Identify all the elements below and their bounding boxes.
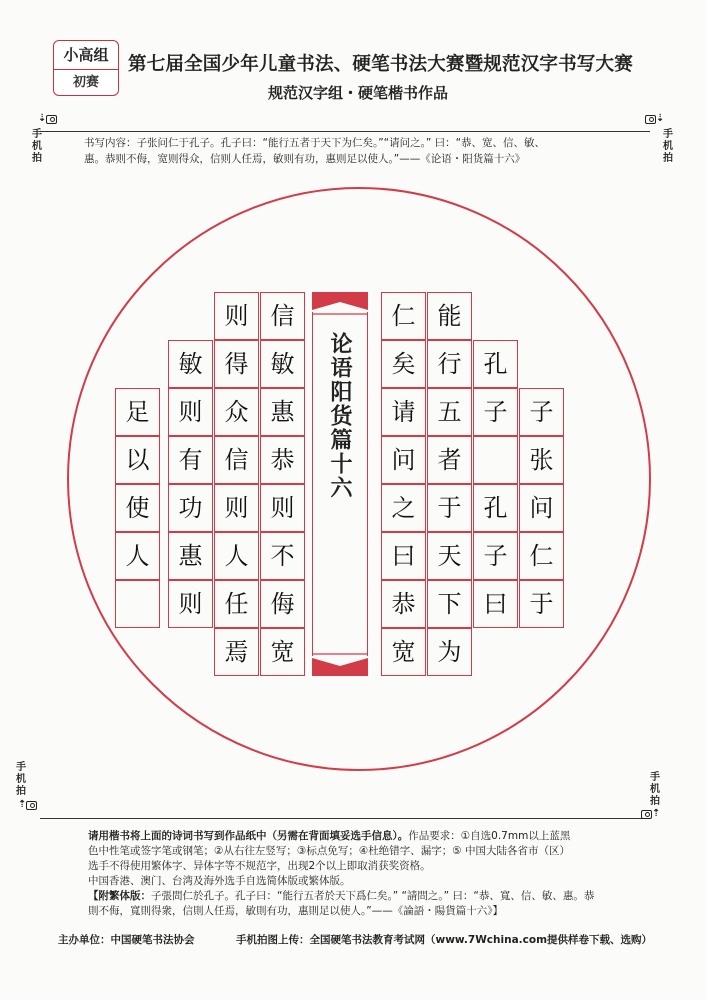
grid-cell: 则 (260, 484, 305, 532)
grid-cell: 敏 (168, 340, 213, 388)
grid-cell: 之 (381, 484, 426, 532)
grid-cell: 人 (115, 532, 160, 580)
content-label: 书写内容： (84, 137, 137, 149)
grid-cell: 子 (473, 532, 518, 580)
grid-cell: 功 (168, 484, 213, 532)
grid-cell: 众 (214, 388, 259, 436)
grid-cell: 曰 (473, 580, 518, 628)
grid-cell: 则 (168, 388, 213, 436)
traditional-label: 【附繁体版： (88, 890, 151, 902)
grid-cell: 问 (381, 436, 426, 484)
grid-cell: 五 (427, 388, 472, 436)
grid-cell: 子 (519, 388, 564, 436)
grid-cell: 于 (427, 484, 472, 532)
grid-cell: 侮 (260, 580, 305, 628)
grid-cell: 信 (260, 292, 305, 340)
camera-icon (46, 115, 57, 124)
grid-cell: 仁 (519, 532, 564, 580)
group-label: 小高组 (54, 41, 118, 70)
grid-cell: 惠 (260, 388, 305, 436)
grid-cell: 敏 (260, 340, 305, 388)
corner-marker-top-right (645, 113, 664, 126)
grid-cell: 焉 (214, 628, 259, 676)
grid-cell: 问 (519, 484, 564, 532)
page-title: 第七届全国少年儿童书法、硬笔书法大赛暨规范汉字书写大赛 (128, 54, 633, 75)
grid-cell: 足 (115, 388, 160, 436)
content-text (84, 136, 604, 167)
grid-cell: 则 (214, 292, 259, 340)
camera-icon (26, 801, 37, 810)
divider-top (40, 131, 650, 132)
camera-icon (645, 115, 656, 124)
grid-cell: 信 (214, 436, 259, 484)
traditional-line-1: 子張問仁於孔子。孔子曰：“能行五者於天下爲仁矣。” “請問之。” 曰：“恭、寬、信、敏、惠。恭 (151, 890, 595, 902)
instructions (88, 829, 658, 919)
grid-cell: 天 (427, 532, 472, 580)
content-line-2: 惠。恭则不侮，宽则得众，信则人任焉，敏则有功，惠则足以使人。”——《论语・阳货篇十六》 (84, 152, 526, 165)
stage-label: 初赛 (72, 75, 99, 90)
grid-cell: 于 (519, 580, 564, 628)
grid-cell: 宽 (260, 628, 305, 676)
grid-cell: 恭 (260, 436, 305, 484)
grid-cell: 下 (427, 580, 472, 628)
grid-cell: 孔 (473, 340, 518, 388)
grid-cell: 行 (427, 340, 472, 388)
grid-cell: 以 (115, 436, 160, 484)
arrow-down-icon: ⇣ (38, 113, 47, 124)
grid-cell: 孔 (473, 484, 518, 532)
grid-cell: 能 (427, 292, 472, 340)
corner-label-top-right: 手机拍 (663, 129, 673, 164)
camera-icon (641, 810, 652, 819)
grid-cell: 矣 (381, 340, 426, 388)
traditional-line-2: 則不侮，寬則得衆，信則人任焉，敏則有功，惠則足以使人。”——《論語・陽貨篇十六》】 (88, 905, 503, 917)
scroll-title: 论语阳货篇十六 (327, 332, 353, 500)
grid-cell (473, 436, 518, 484)
page-subtitle: 规范汉字组・硬笔楷书作品 (268, 84, 449, 102)
grid-cell: 张 (519, 436, 564, 484)
arrow-up-icon: ⇡ (18, 799, 27, 810)
grid-cell: 任 (214, 580, 259, 628)
grid-cell: 恭 (381, 580, 426, 628)
grid-cell: 得 (214, 340, 259, 388)
grid-cell: 者 (427, 436, 472, 484)
instructions-line-3: 选手不得使用繁体字、异体字等不规范字，出现2个以上即取消获奖资格。 (88, 860, 431, 872)
grid-cell: 使 (115, 484, 160, 532)
corner-label-bottom-left: 手机拍 (16, 762, 26, 797)
corner-marker-bottom-right (641, 808, 660, 821)
corner-label-bottom-right: 手机拍 (650, 772, 660, 807)
scroll-bottom-ornament (306, 652, 374, 676)
instructions-line-1-bold: 请用楷书将上面的诗词书写到作品纸中（另需在背面填妥选手信息）。 (88, 830, 409, 842)
grid-cell (115, 580, 160, 628)
grid-cell: 子 (473, 388, 518, 436)
corner-marker-top-left (38, 113, 57, 126)
group-badge (53, 40, 119, 96)
grid-cell: 有 (168, 436, 213, 484)
organizer: 主办单位：中国硬笔书法协会 (58, 934, 195, 946)
arrow-down-icon: ⇣ (656, 113, 665, 124)
corner-marker-bottom-left (18, 799, 37, 812)
arrow-up-icon: ⇡ (652, 808, 661, 819)
grid-cell: 则 (168, 580, 213, 628)
title-scroll (306, 292, 374, 676)
corner-label-top-left: 手机拍 (32, 129, 42, 164)
divider-bottom (40, 818, 650, 819)
grid-cell: 人 (214, 532, 259, 580)
grid-cell: 请 (381, 388, 426, 436)
instructions-line-1-rest: 作品要求：①自选0.7mm以上蓝黑 (408, 830, 571, 842)
grid-cell: 为 (427, 628, 472, 676)
grid-cell: 不 (260, 532, 305, 580)
instructions-line-4: 中国香港、澳门、台湾及海外选手自选简体版或繁体版。 (88, 875, 351, 887)
grid-cell: 仁 (381, 292, 426, 340)
grid-cell: 则 (214, 484, 259, 532)
content-line-1: 子张问仁于孔子。孔子曰：“能行五者于天下为仁矣。”“请问之。” 曰：“恭、宽、信、敏、 (136, 137, 546, 149)
instructions-line-2: 色中性笔或签字笔或钢笔；②从右往左竖写；③标点免写；④杜绝错字、漏字；⑤ 中国大陆各省市（区） (88, 845, 570, 857)
grid-cell: 宽 (381, 628, 426, 676)
grid-cell: 曰 (381, 532, 426, 580)
grid-cell: 惠 (168, 532, 213, 580)
upload-info: 手机拍图上传：全国硬笔书法教育考试网（www.7Wchina.com提供样卷下载、选购） (236, 934, 653, 946)
